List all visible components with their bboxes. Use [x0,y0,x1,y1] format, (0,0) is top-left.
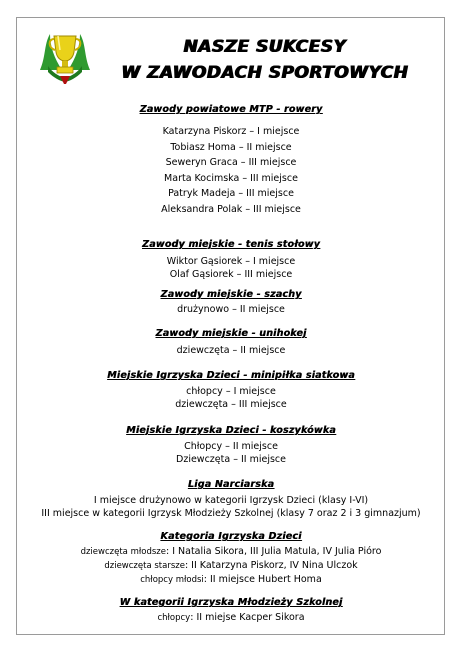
result-line: I miejsce drużynowo w kategorii Igrzysk Dzieci (klasy I-VI) [93,495,369,506]
section-szachy [18,289,444,316]
result-line [18,611,444,625]
result-line: Chłopcy – II miejsce [184,441,278,452]
result-line: chłopcy – I miejsce [186,386,276,397]
result-line: dziewczęta – III miejsce [175,399,287,410]
section-title: Kategoria Igrzyska Dzieci [160,531,302,542]
section-liga [18,479,444,520]
section-rowery [18,104,444,217]
section-title: Zawody miejskie - unihokej [155,328,307,339]
category-value: : II miejse Kacper Sikora [190,612,305,623]
result-line: Marta Kocimska – III miejsce [164,172,298,184]
section-title: Zawody miejskie - szachy [160,289,302,300]
result-line: Dziewczęta – II miejsce [176,454,286,465]
section-igrzyska-mlodziezy [18,597,444,625]
result-line: III miejsce w kategorii Igrzysk Młodzieży Szkolnej (klasy 7 oraz 2 i 3 gimnazjum) [41,508,421,519]
result-line [18,545,444,559]
category-label: dziewczęta młodsze [80,547,166,557]
result-line: Tobiasz Homa – II miejsce [170,141,292,153]
category-label: chłopcy [157,613,191,623]
result-line: drużynowo – II miejsce [177,304,285,315]
section-tenis [18,239,444,281]
section-title: Liga Narciarska [187,479,275,490]
result-line: Wiktor Gąsiorek – I miejsce [166,256,296,267]
category-value: : I Natalia Sikora, III Julia Matula, IV Julia Pióro [165,546,382,557]
category-label: dziewczęta starsze [104,561,185,571]
section-title: Zawody miejskie - tenis stołowy [142,239,320,250]
section-title: Zawody powiatowe MTP - rowery [139,104,323,115]
section-igrzyska-dzieci [18,531,444,587]
section-siatkowka [18,370,444,411]
result-line: Seweryn Graca – III miejsce [165,157,297,168]
trophy-icon [36,26,94,86]
section-title: Miejskie Igrzyska Dzieci - minipiłka siatkowa [107,370,355,381]
title-line-2: W ZAWODACH SPORTOWYCH [121,63,409,83]
category-value: : II Katarzyna Piskorz, IV Nina Ulczok [184,560,358,571]
page-title [100,34,430,86]
result-line [18,559,444,573]
result-line: Patryk Madeja – III miejsce [168,188,294,199]
results-list [18,104,444,625]
result-line: dziewczęta – II miejsce [176,345,286,356]
title-line-1: NASZE SUKCESY [183,37,347,57]
section-title: Miejskie Igrzyska Dzieci - koszykówka [126,425,336,436]
category-value: : II miejsce Hubert Homa [203,574,322,585]
section-title: W kategorii Igrzyska Młodzieży Szkolnej [119,597,343,608]
result-line: Katarzyna Piskorz – I miejsce [162,126,300,137]
section-unihokej [18,328,444,357]
result-line: Aleksandra Polak – III miejsce [161,203,301,215]
result-line [18,573,444,587]
section-koszykowka [18,425,444,466]
result-line: Olaf Gąsiorek – III miejsce [169,269,293,280]
category-label: chłopcy młodsi [140,575,204,585]
